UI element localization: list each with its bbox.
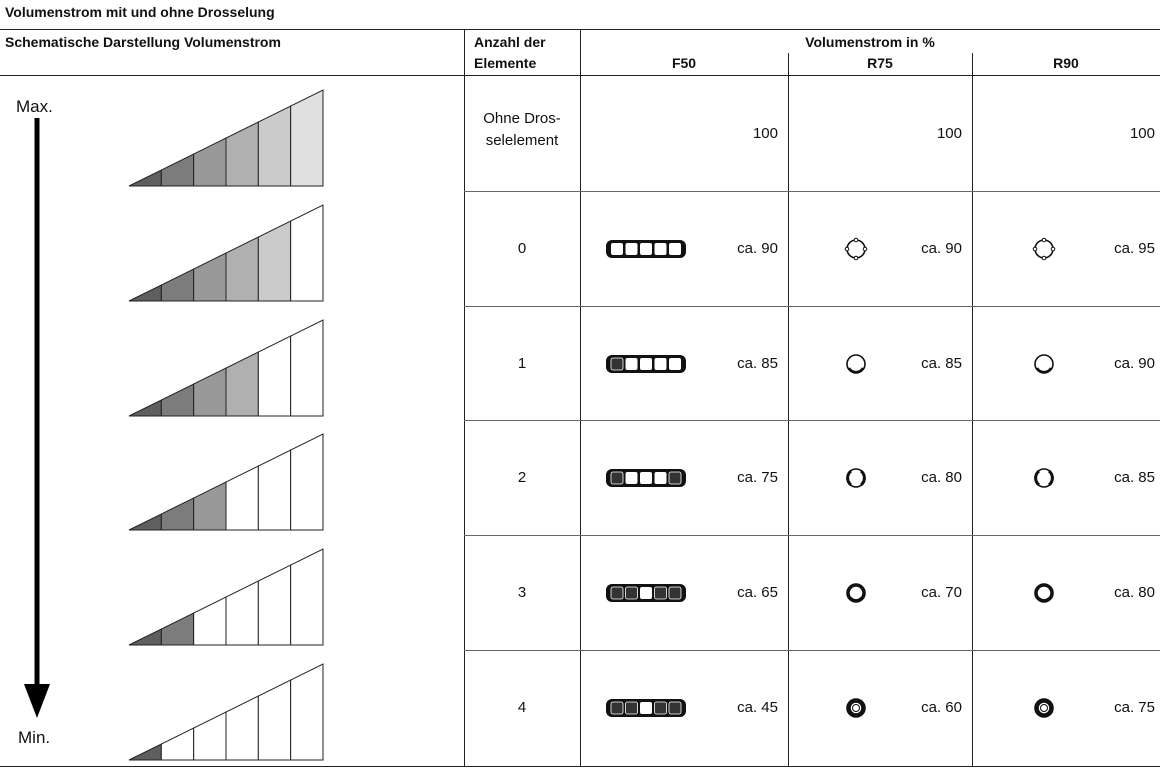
f50-slot-0 xyxy=(611,243,623,255)
wedge-segment-2-0 xyxy=(129,400,161,416)
wedge-segment-2-4 xyxy=(258,336,290,416)
wedge-segment-0-3 xyxy=(226,122,258,186)
f50-slot-3 xyxy=(655,587,667,599)
f50-slot-1 xyxy=(626,472,638,484)
r75-notch-2 xyxy=(845,247,849,251)
wedge-segment-0-1 xyxy=(161,154,193,186)
row-value-f50: ca. 75 xyxy=(737,469,778,486)
wedge-segment-5-3 xyxy=(226,696,258,760)
r75-insert-core xyxy=(853,705,860,712)
f50-slot-0 xyxy=(611,472,623,484)
f50-slot-0 xyxy=(611,702,623,714)
f50-slot-3 xyxy=(655,702,667,714)
wedge-segment-0-2 xyxy=(194,138,226,186)
wedge-segment-0-0 xyxy=(129,170,161,186)
wedge-segment-3-5 xyxy=(291,434,323,530)
r90-insert-core xyxy=(1041,705,1048,712)
arrow-head xyxy=(24,684,50,718)
f50-slot-2 xyxy=(640,702,652,714)
f50-slot-4 xyxy=(669,472,681,484)
wedge-segment-5-1 xyxy=(161,728,193,760)
r75-throttle-icon xyxy=(847,240,865,258)
row-count: 4 xyxy=(517,699,527,716)
wedge-segment-2-2 xyxy=(194,368,226,416)
row-value-r75: ca. 90 xyxy=(921,240,962,257)
f50-slot-3 xyxy=(655,472,667,484)
r90-throttle-icon xyxy=(1035,240,1053,258)
page-title: Volumenstrom mit und ohne Drosselung xyxy=(5,4,275,20)
wedge-segment-4-0 xyxy=(129,629,161,645)
row-count: 1 xyxy=(517,355,527,372)
row-value-f50: ca. 90 xyxy=(737,240,778,257)
wedge-segment-4-4 xyxy=(258,565,290,645)
wedge-segment-4-3 xyxy=(226,581,258,645)
row-count: 0 xyxy=(517,240,527,257)
r75-notch-0 xyxy=(854,238,858,242)
f50-slot-2 xyxy=(640,472,652,484)
row-value-r75: ca. 85 xyxy=(921,355,962,372)
header-count-line2: Elemente xyxy=(474,55,537,71)
wedge-segment-3-2 xyxy=(194,482,226,530)
f50-slot-1 xyxy=(626,243,638,255)
f50-slot-4 xyxy=(669,243,681,255)
f50-slot-3 xyxy=(655,358,667,370)
row-count: 2 xyxy=(517,469,527,486)
row-value-r75: ca. 80 xyxy=(921,469,962,486)
header-count-line1: Anzahl der xyxy=(474,34,546,50)
f50-slot-2 xyxy=(640,243,652,255)
wedge-segment-3-4 xyxy=(258,450,290,530)
wedge-segment-4-1 xyxy=(161,613,193,645)
row-value-f50: ca. 45 xyxy=(737,699,778,716)
wedge-segment-5-0 xyxy=(129,744,161,760)
f50-slot-4 xyxy=(669,702,681,714)
f50-slot-4 xyxy=(669,587,681,599)
wedge-segment-0-4 xyxy=(258,106,290,186)
r90-notch-0 xyxy=(1042,238,1046,242)
header-r90: R90 xyxy=(1053,55,1079,71)
wedge-segment-0-5 xyxy=(291,90,323,186)
row-count: 3 xyxy=(517,584,527,601)
f50-slot-1 xyxy=(626,702,638,714)
row-value-f50: 100 xyxy=(752,125,778,142)
row-value-r90: ca. 80 xyxy=(1114,584,1155,601)
wedge-segment-1-4 xyxy=(258,221,290,301)
wedge-segment-2-3 xyxy=(226,352,258,416)
row-value-r90: ca. 95 xyxy=(1114,240,1155,257)
row-value-f50: ca. 65 xyxy=(737,584,778,601)
wedge-segment-5-5 xyxy=(291,664,323,760)
f50-slot-2 xyxy=(640,358,652,370)
wedge-segment-5-4 xyxy=(258,680,290,760)
r75-notch-3 xyxy=(863,247,867,251)
f50-slot-0 xyxy=(611,587,623,599)
f50-slot-3 xyxy=(655,243,667,255)
wedge-segment-1-5 xyxy=(291,205,323,301)
wedge-segment-1-0 xyxy=(129,285,161,301)
wedge-segment-4-5 xyxy=(291,549,323,645)
arrow-max-label: Max. xyxy=(16,97,53,116)
wedge-segment-2-5 xyxy=(291,320,323,416)
wedge-segment-3-1 xyxy=(161,498,193,530)
wedge-segment-1-2 xyxy=(194,253,226,301)
r90-notch-2 xyxy=(1033,247,1037,251)
r75-notch-1 xyxy=(854,256,858,260)
header-f50: F50 xyxy=(671,55,697,71)
f50-slot-1 xyxy=(626,358,638,370)
row-count-line2: selelement xyxy=(485,132,559,149)
row-value-r90: ca. 90 xyxy=(1114,355,1155,372)
wedge-segment-3-3 xyxy=(226,466,258,530)
row-value-r90: 100 xyxy=(1129,125,1155,142)
row-value-r75: ca. 60 xyxy=(921,699,962,716)
arrow-min-label: Min. xyxy=(18,728,51,747)
header-flow: Volumenstrom in % xyxy=(805,34,935,50)
r90-notch-3 xyxy=(1051,247,1055,251)
row-value-f50: ca. 85 xyxy=(737,355,778,372)
header-r75: R75 xyxy=(867,55,893,71)
row-value-r75: ca. 70 xyxy=(921,584,962,601)
row-value-r90: ca. 85 xyxy=(1114,469,1155,486)
wedge-segment-5-2 xyxy=(194,712,226,760)
wedge-segment-3-0 xyxy=(129,514,161,530)
row-value-r75: 100 xyxy=(936,125,962,142)
f50-slot-4 xyxy=(669,358,681,370)
row-count-line1: Ohne Dros- xyxy=(483,110,561,127)
row-value-r90: ca. 75 xyxy=(1114,699,1155,716)
f50-slot-1 xyxy=(626,587,638,599)
wedge-segment-4-2 xyxy=(194,597,226,645)
header-schematic: Schematische Darstellung Volumenstrom xyxy=(5,34,281,50)
f50-slot-0 xyxy=(611,358,623,370)
wedge-segment-2-1 xyxy=(161,384,193,416)
f50-slot-2 xyxy=(640,587,652,599)
wedge-segment-1-1 xyxy=(161,269,193,301)
r90-notch-1 xyxy=(1042,256,1046,260)
wedge-segment-1-3 xyxy=(226,237,258,301)
